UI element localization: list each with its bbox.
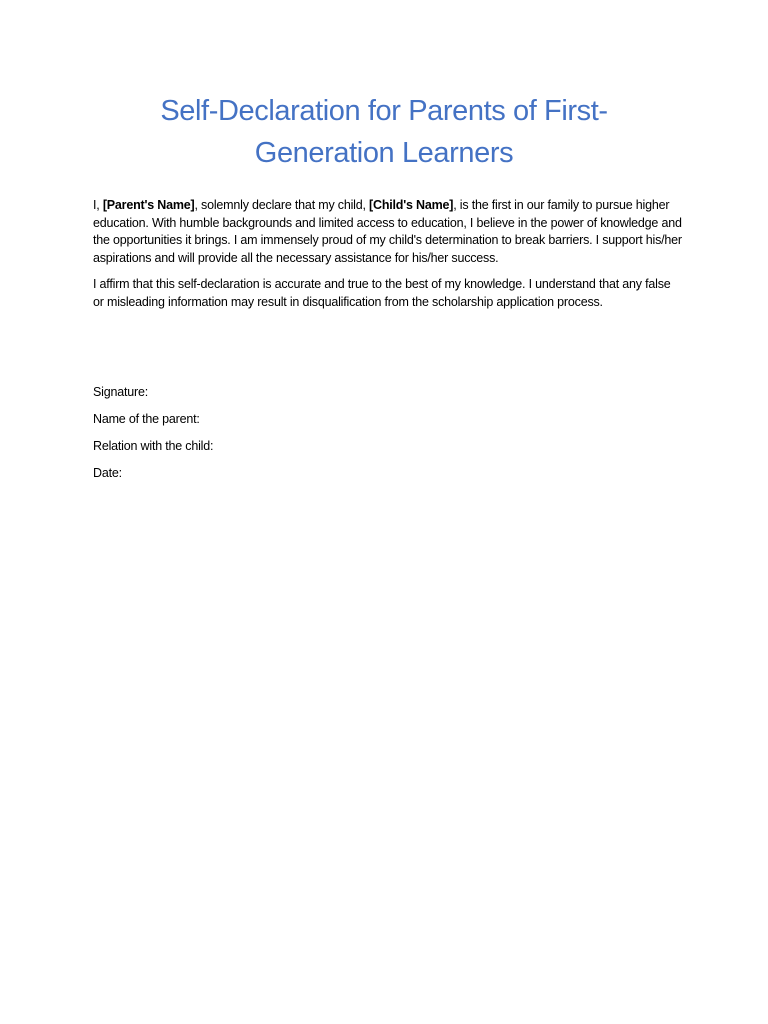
document-title: Self-Declaration for Parents of First-Generation Learners (160, 95, 608, 169)
declaration-middle: , solemnly declare that my child, (194, 198, 370, 212)
declaration-suffix: , is the first in our family to pursue higher education. With humble backgrounds and limited access to education, I believe in the power of knowledge and the opportunities it brings. I am immensely proud of my child's determination to break barriers. I support his/her aspirations and will provide all the necessary assistance for his/her success. (93, 198, 682, 265)
relation-label: Relation with the child: (93, 439, 214, 453)
signature-label: Signature: (93, 385, 148, 399)
child-name-placeholder: [Child's Name] (369, 198, 454, 212)
date-label: Date: (93, 466, 122, 480)
declaration-paragraph (93, 197, 683, 267)
parent-name-placeholder: [Parent's Name] (102, 198, 195, 212)
parent-name-label: Name of the parent: (93, 412, 200, 426)
affirmation-paragraph: I affirm that this self-declaration is accurate and true to the best of my knowledge. I understand that any false or misleading information may result in disqualification from the scholarship application process. (93, 277, 671, 309)
signature-fields (93, 384, 593, 492)
document-body (93, 197, 683, 321)
declaration-prefix: I, (93, 198, 103, 212)
